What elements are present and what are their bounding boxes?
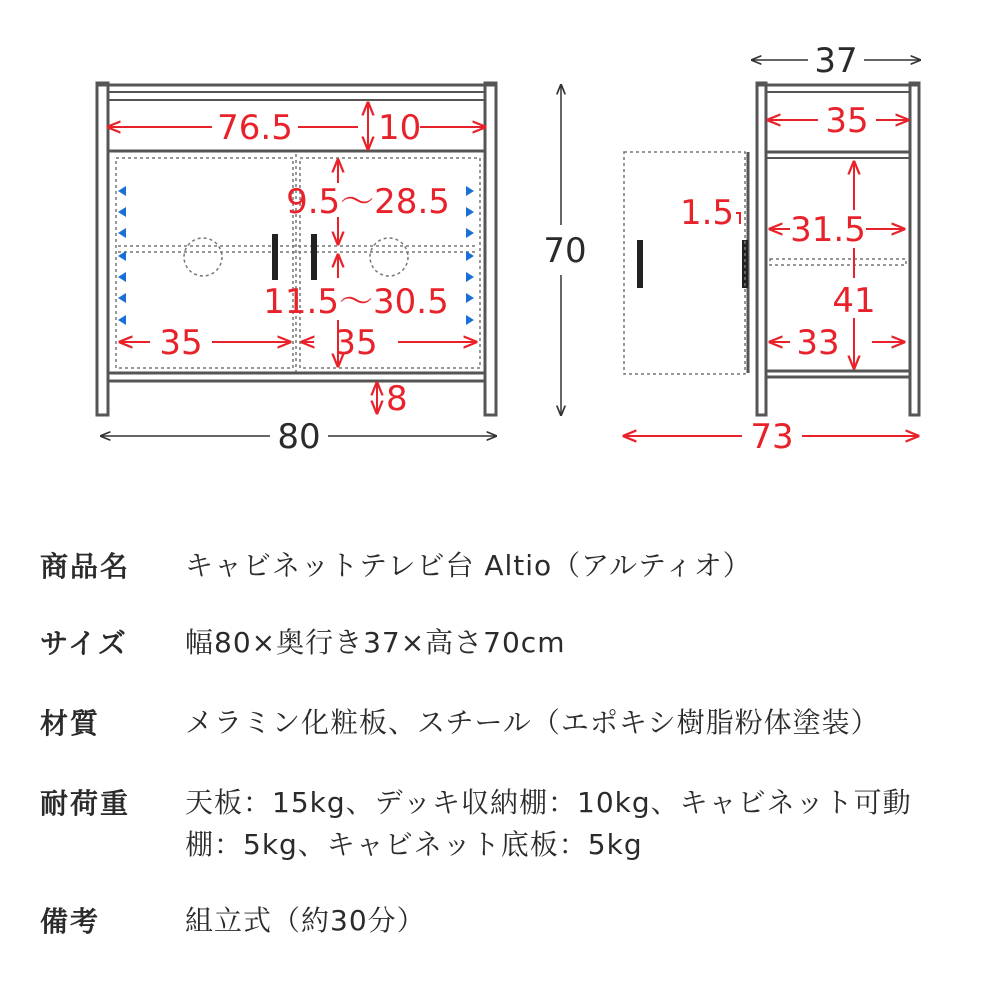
open-depth-label: 73 (750, 417, 794, 457)
bottom-depth-label: 33 (796, 323, 840, 363)
front-left-leg (97, 83, 108, 415)
upper-space-label: 9.5～28.5 (286, 182, 450, 222)
front-dimensions (101, 103, 496, 457)
shelf-depth-label: 31.5 (790, 210, 866, 250)
right-width-label: 35 (334, 323, 378, 363)
spec-value: 組立式（約30分） (185, 904, 426, 937)
opened-door-handle (637, 240, 643, 288)
height-label: 70 (543, 231, 587, 271)
spec-label: 商品名 (40, 550, 131, 583)
spec-value: 天板：15kg、デッキ収納棚：10kg、キャビネット可動棚：5kg、キャビネット底板：5kg (185, 786, 912, 861)
left-door (116, 158, 293, 368)
spec-value: キャビネットテレビ台 Altio（アルティオ） (185, 549, 752, 582)
inner-width-label: 76.5 (217, 108, 293, 148)
door-thickness-label: 1.5 (679, 193, 735, 233)
side-view (624, 83, 919, 415)
spec-label: 備考 (40, 905, 101, 938)
spec-label: サイズ (40, 627, 128, 660)
side-movable-shelf (770, 259, 906, 265)
base-clearance-label: 8 (386, 379, 408, 419)
left-cable-hole (184, 238, 222, 276)
right-handle (311, 234, 317, 280)
spec-value: メラミン化粧板、スチール（エポキシ樹脂粉体塗装） (185, 706, 880, 739)
left-width-label: 35 (159, 323, 203, 363)
depth-label: 37 (814, 41, 858, 81)
total-width-label: 80 (277, 417, 321, 457)
left-handle (272, 234, 278, 280)
right-cable-hole (370, 238, 408, 276)
spec-value: 幅80×奥行き37×高さ70cm (185, 626, 566, 659)
cabinet-height-label: 41 (832, 281, 876, 321)
side-front-leg (757, 83, 766, 415)
deck-depth-label: 35 (825, 101, 869, 141)
front-right-leg (485, 83, 496, 415)
side-back-leg (910, 83, 919, 415)
front-view (97, 83, 496, 415)
side-dimensions (624, 41, 920, 457)
spec-label: 材質 (40, 707, 101, 740)
lower-space-label: 11.5～30.5 (263, 282, 449, 322)
spec-label: 耐荷重 (40, 787, 131, 820)
deck-height-label: 10 (378, 108, 422, 148)
height-dimension (543, 85, 586, 415)
